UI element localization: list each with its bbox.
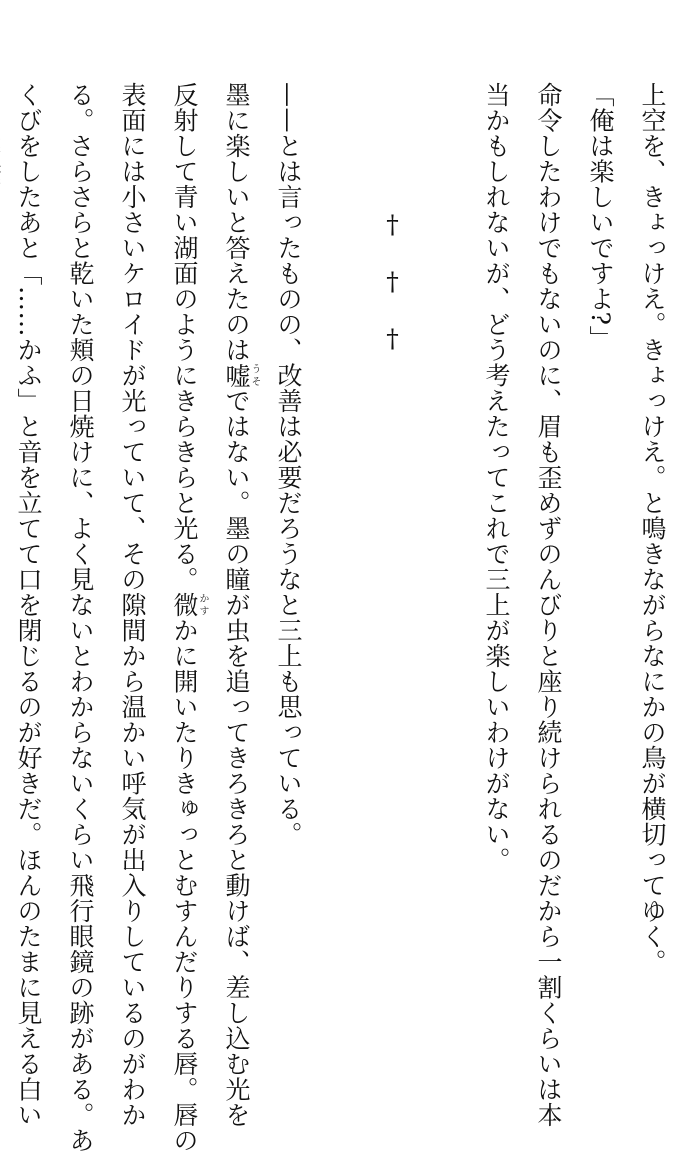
text-line: くびをしたあと「……かふ」と音を立てて口を閉じるのが好きだ。ほんのたまに見える白い — [14, 82, 43, 1128]
vertical-text-block — [0, 82, 678, 1153]
blank-column — [418, 82, 470, 962]
dagger-glyph: † — [378, 210, 407, 267]
ruby-word — [170, 592, 208, 618]
text-line: ——とは言ったものの、改善は必要だろうなと三上も思っている。 — [274, 82, 303, 847]
text-run: かに開いたりきゅっとむすんだりする唇。唇の — [170, 617, 199, 1153]
text-run: ではない。墨の瞳が虫を追ってきろきろと動けば、差し込む光を — [222, 388, 251, 1128]
text-line — [158, 82, 210, 1153]
dagger-glyph: † — [378, 267, 407, 324]
text-line — [0, 82, 2, 962]
text-line: る。さらさらと乾いた頬の日焼けに、よく見ないとわからないくらい飛行眼鏡の跡がある。あ — [66, 82, 95, 1153]
section-break — [366, 82, 418, 962]
blank-column — [314, 82, 366, 962]
ruby-reading: うそ — [249, 362, 260, 388]
text-line: 当かもしれないが、どう考えたってこれで三上が楽しいわけがない。 — [482, 82, 511, 873]
text-line — [210, 82, 262, 1128]
text-line: 上空を、きょっけえ。きょっけえ。と鳴きながらなにかの鳥が横切ってゆく。 — [638, 82, 667, 975]
ruby-base: 嘘 — [222, 362, 251, 388]
text-line: 命令したわけでもないのに、眉も歪めずのんびりと座り続けられるのだから一割くらいは本 — [534, 82, 563, 1128]
ruby-word — [222, 362, 260, 389]
dagger-glyph: † — [378, 324, 407, 381]
text-line: 表面には小さいケロイドが光っていて、その隙間から温かい呼気が出入りしているのがわか — [118, 82, 147, 1128]
text-run: 反射して青い湖面のようにきらきらと光る。 — [170, 82, 199, 592]
ruby-reading: かす — [197, 592, 208, 618]
ruby-base: 微 — [170, 592, 199, 618]
text-line: 「俺は楽しいですよ?」 — [586, 82, 615, 351]
text-run: 墨に楽しいと答えたのは — [222, 82, 251, 363]
